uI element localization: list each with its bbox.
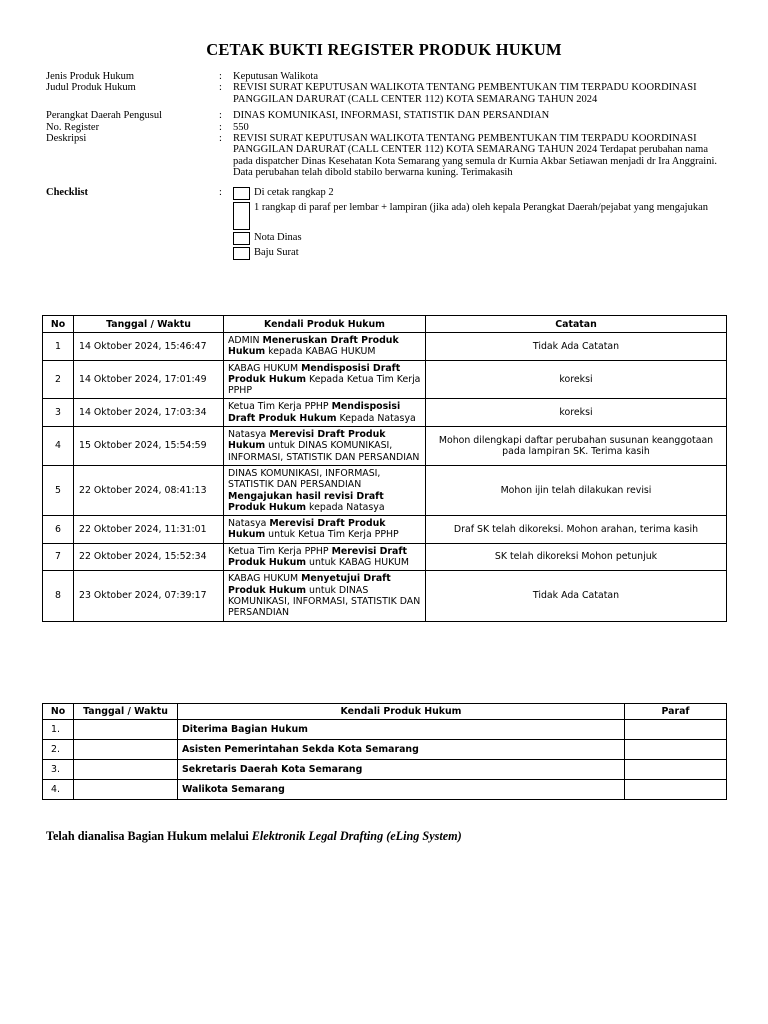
table-row: [43, 780, 727, 800]
cell-catatan: Tidak Ada Catatan: [426, 333, 727, 361]
kendali-actor: Ketua Tim Kerja PPHP: [228, 545, 332, 557]
cell-kendali: [224, 516, 426, 544]
cell-no: 3.: [43, 760, 74, 780]
cell-catatan: SK telah dikoreksi Mohon petunjuk: [426, 543, 727, 571]
cell-no: 1.: [43, 720, 74, 740]
checklist-item[interactable]: [233, 247, 726, 260]
cell-catatan: Mohon dilengkapi daftar perubahan susunan keanggotaan pada lampiran SK. Terima kasih: [426, 427, 727, 466]
header-paraf: Paraf: [625, 704, 727, 720]
cell-tanggal: 15 Oktober 2024, 15:54:59: [74, 427, 224, 466]
meta-value-deskripsi: REVISI SURAT KEPUTUSAN WALIKOTA TENTANG PEMBENTUKAN TIM TERPADU KOORDINASI PANGGILAN DARURAT (CALL CENTER 112) KOTA SEMARANG TAHUN 2024 Terdapat perubahan nama pada dispatcher Dinas Kesehatan Kota Semarang yang semula dr Kurnia Akbar Setiawan menjadi dr Ira Anggraini. Data perubahan telah dibold stabilo berwarna kuning. Terimakasih: [233, 133, 718, 179]
meta-label: Judul Produk Hukum: [46, 82, 136, 94]
kendali-action: Menyetujui Draft Produk Hukum: [228, 573, 391, 596]
checklist-item-label: Baju Surat: [254, 246, 299, 258]
kendali-actor: Natasya: [228, 518, 270, 530]
cell-no: 4.: [43, 780, 74, 800]
cell-catatan: Draf SK telah dikoreksi. Mohon arahan, terima kasih: [426, 516, 727, 544]
table-header-row: [43, 704, 727, 720]
table-row: [43, 760, 727, 780]
meta-value-judul: REVISI SURAT KEPUTUSAN WALIKOTA TENTANG PEMBENTUKAN TIM TERPADU KOORDINASI PANGGILAN DARURAT (CALL CENTER 112) KOTA SEMARANG TAHUN 2024: [233, 82, 697, 105]
kendali-actor: ADMIN: [228, 335, 263, 346]
checklist-label: Checklist: [46, 186, 88, 198]
cell-tanggal: 22 Oktober 2024, 08:41:13: [74, 465, 224, 515]
cell-tanggal: [74, 740, 178, 760]
header-kendali: Kendali Produk Hukum: [224, 316, 426, 333]
cell-catatan: Mohon ijin telah dilakukan revisi: [426, 465, 727, 515]
cell-no: 5: [43, 465, 74, 515]
cell-no: 8: [43, 571, 74, 621]
checklist-item[interactable]: [233, 187, 726, 200]
cell-kendali: Walikota Semarang: [178, 780, 625, 800]
cell-tanggal: 14 Oktober 2024, 15:46:47: [74, 333, 224, 361]
kendali-actor: Ketua Tim Kerja PPHP: [228, 401, 332, 413]
kendali-target: kepada KABAG HUKUM: [265, 346, 376, 358]
cell-tanggal: [74, 720, 178, 740]
meta-row-perangkat: [46, 110, 726, 121]
cell-kendali: Asisten Pemerintahan Sekda Kota Semarang: [178, 740, 625, 760]
cell-no: 2: [43, 360, 74, 399]
checkbox[interactable]: [233, 247, 250, 260]
cell-kendali: [224, 333, 426, 361]
cell-no: 2.: [43, 740, 74, 760]
cell-paraf: [625, 760, 727, 780]
table-row: [43, 399, 727, 427]
cell-catatan: koreksi: [426, 399, 727, 427]
kendali-target: Kepada Natasya: [336, 412, 416, 424]
cell-catatan: Tidak Ada Catatan: [426, 571, 727, 621]
header-no: No: [43, 704, 74, 720]
kendali-actor: KABAG HUKUM: [228, 573, 302, 585]
cell-kendali: Sekretaris Daerah Kota Semarang: [178, 760, 625, 780]
meta-row-register: [46, 122, 726, 133]
cell-tanggal: [74, 760, 178, 780]
cell-paraf: [625, 740, 727, 760]
meta-row-deskripsi: [46, 133, 726, 179]
meta-colon: :: [219, 121, 222, 133]
kendali-actor: Natasya: [228, 429, 270, 441]
meta-colon: :: [219, 133, 222, 145]
meta-value-perangkat: DINAS KOMUNIKASI, INFORMASI, STATISTIK DAN PERSANDIAN: [233, 110, 550, 122]
footer-note: [46, 829, 462, 844]
cell-tanggal: 23 Oktober 2024, 07:39:17: [74, 571, 224, 621]
cell-paraf: [625, 720, 727, 740]
meta-row-jenis: [46, 71, 726, 82]
kendali-actor: DINAS KOMUNIKASI, INFORMASI, STATISTIK DAN PERSANDIAN: [228, 467, 381, 491]
kendali-target: untuk DINAS KOMUNIKASI, INFORMASI, STATISTIK DAN PERSANDIAN: [228, 440, 420, 463]
kendali-actor: KABAG HUKUM: [228, 362, 302, 374]
kendali-target: Kepada Ketua Tim Kerja PPHP: [228, 373, 421, 397]
checklist-item-label: 1 rangkap di paraf per lembar + lampiran (jika ada) oleh kepala Perangkat Daerah/pejabat yang mengajukan: [254, 201, 709, 213]
checklist: [46, 187, 726, 262]
meta-label: No. Register: [46, 121, 100, 133]
table-row: [43, 465, 727, 515]
cell-kendali: [224, 543, 426, 571]
table-row: [43, 333, 727, 361]
cell-no: 6: [43, 516, 74, 544]
meta-row-judul: [46, 82, 726, 105]
checklist-items: [233, 187, 726, 262]
cell-kendali: [224, 360, 426, 399]
cell-tanggal: 14 Oktober 2024, 17:01:49: [74, 360, 224, 399]
table-row: [43, 360, 727, 399]
meta-label: Perangkat Daerah Pengusul: [46, 110, 163, 122]
meta-colon: :: [219, 110, 222, 122]
cell-tanggal: 22 Oktober 2024, 11:31:01: [74, 516, 224, 544]
cell-kendali: Diterima Bagian Hukum: [178, 720, 625, 740]
meta-colon: :: [219, 82, 222, 94]
cell-kendali: [224, 465, 426, 515]
cell-no: 1: [43, 333, 74, 361]
kendali-target: untuk Ketua Tim Kerja PPHP: [265, 529, 399, 541]
header-tanggal: Tanggal / Waktu: [74, 316, 224, 333]
footer-prefix: Telah dianalisa Bagian Hukum melalui: [46, 829, 252, 843]
page-title: CETAK BUKTI REGISTER PRODUK HUKUM: [206, 40, 562, 59]
meta-label: Jenis Produk Hukum: [46, 71, 135, 82]
table-row: [43, 720, 727, 740]
checklist-item[interactable]: [233, 232, 726, 245]
cell-paraf: [625, 780, 727, 800]
cell-tanggal: [74, 780, 178, 800]
header-tanggal: Tanggal / Waktu: [74, 704, 178, 720]
kendali-action: Merevisi Draft Produk Hukum: [228, 545, 407, 569]
kendali-action: Meneruskan Draft Produk Hukum: [228, 335, 399, 358]
header-kendali: Kendali Produk Hukum: [178, 704, 625, 720]
kendali-target: kepada Natasya: [306, 501, 385, 513]
header-no: No: [43, 316, 74, 333]
meta-colon: :: [219, 71, 222, 82]
kendali-target: untuk KABAG HUKUM: [306, 557, 409, 569]
cell-tanggal: 22 Oktober 2024, 15:52:34: [74, 543, 224, 571]
kendali-action: Mendisposisi Draft Produk Hukum: [228, 362, 401, 385]
table-row: [43, 516, 727, 544]
metadata-block: [46, 71, 726, 262]
checklist-item-label: Di cetak rangkap 2: [254, 186, 334, 198]
header-catatan: Catatan: [426, 316, 727, 333]
kendali-action: Mengajukan hasil revisi Draft Produk Hukum: [228, 490, 384, 513]
meta-label: Deskripsi: [46, 133, 87, 145]
cell-no: 3: [43, 399, 74, 427]
table-header-row: [43, 316, 727, 333]
cell-kendali: [224, 399, 426, 427]
cell-no: 4: [43, 427, 74, 466]
kendali-target: untuk DINAS KOMUNIKASI, INFORMASI, STATISTIK DAN PERSANDIAN: [228, 584, 421, 619]
approval-table: [42, 703, 727, 800]
meta-colon: :: [219, 186, 222, 198]
meta-value-register: 550: [233, 121, 249, 133]
cell-kendali: [224, 427, 426, 466]
history-table: [42, 315, 727, 622]
cell-catatan: koreksi: [426, 360, 727, 399]
checkbox[interactable]: [233, 202, 250, 230]
footer-system-name: Elektronik Legal Drafting (eLing System): [251, 829, 462, 843]
kendali-action: Merevisi Draft Produk Hukum: [228, 429, 386, 452]
table-row: [43, 543, 727, 571]
cell-no: 7: [43, 543, 74, 571]
checkbox[interactable]: [233, 187, 250, 200]
checklist-item-label: Nota Dinas: [254, 231, 302, 243]
checkbox[interactable]: [233, 232, 250, 245]
meta-value-jenis: Keputusan Walikota: [233, 71, 318, 82]
kendali-action: Mendisposisi Draft Produk Hukum: [228, 401, 401, 424]
table-row: [43, 571, 727, 621]
cell-tanggal: 14 Oktober 2024, 17:03:34: [74, 399, 224, 427]
kendali-action: Merevisi Draft Produk Hukum: [228, 518, 386, 541]
cell-kendali: [224, 571, 426, 621]
table-row: [43, 427, 727, 466]
table-row: [43, 740, 727, 760]
checklist-item[interactable]: [233, 202, 726, 230]
